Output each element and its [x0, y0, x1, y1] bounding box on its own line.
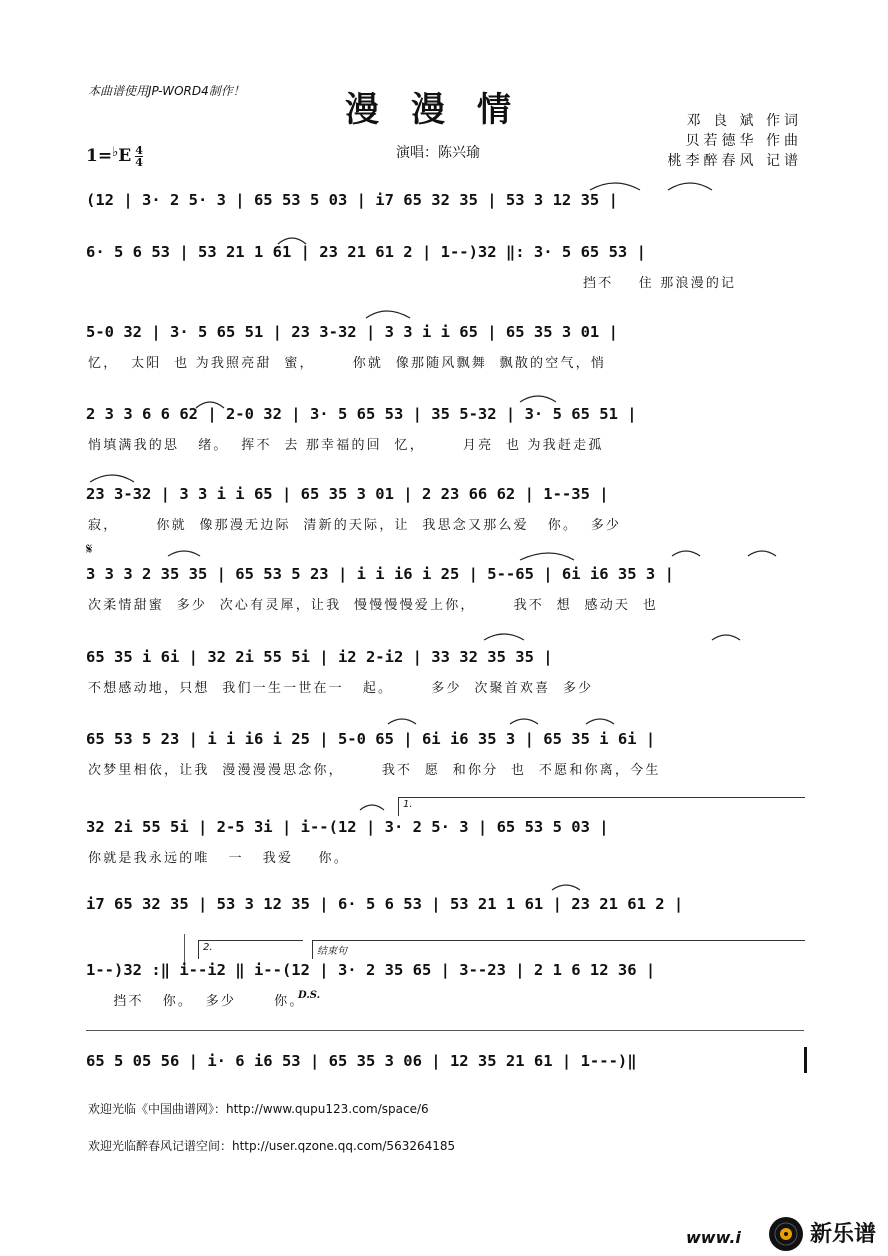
lyric-line-3: 忆， 太阳 也 为我照亮甜 蜜， 你就 像那随风飘舞 飘散的空气，悄: [88, 356, 607, 371]
coda-label: 结束句: [317, 946, 347, 957]
lyric-line-6: 次柔情甜蜜 多少 次心有灵犀，让我 慢慢慢慢爱上你， 我不 想 感动天 也: [88, 598, 658, 613]
time-bottom: 4: [135, 156, 143, 169]
music-line-5: 23 3-32 | 3 3 i i 65 | 65 35 3 01 | 2 23 66 62 | 1--35 |: [86, 485, 609, 503]
lyric-line-8: 次梦里相依，让我 漫漫漫漫思念你， 我不 愿 和你分 也 不愿和你离，今生: [88, 763, 661, 778]
footer-link-2: 欢迎光临醉春风记谱空间：http://user.qzone.qq.com/563264185: [88, 1139, 456, 1153]
lyric-line-11: 挡不 你。 多少 你。: [88, 994, 305, 1009]
watermark-site: www.i: [686, 1228, 741, 1247]
watermark-brand: 新乐谱: [810, 1222, 877, 1247]
key-flat: ♭: [112, 145, 119, 160]
music-line-3: 5-0 32 | 3· 5 65 51 | 23 3-32 | 3 3 i i 65 | 65 35 3 01 |: [86, 323, 618, 341]
footer-link-1: 欢迎光临《中国曲谱网》：http://www.qupu123.com/space/6: [88, 1102, 429, 1116]
second-ending-label: 2.: [203, 942, 213, 953]
music-line-1: (12 | 3· 2 5· 3 | 65 53 5 03 | i7 65 32 35 | 53 3 12 35 |: [86, 191, 618, 209]
music-line-2: 6· 5 6 53 | 53 21 1 61 | 23 21 61 2 | 1--)32 ‖: 3· 5 65 53 |: [86, 243, 646, 261]
first-ending-label: 1.: [403, 799, 413, 810]
music-line-12: 65 5 05 56 | i· 6 i6 53 | 65 35 3 06 | 12 35 21 61 | 1---)‖: [86, 1052, 637, 1070]
software-credit: 本曲谱使用JP-WORD4制作！: [88, 84, 245, 98]
time-top: 4: [135, 144, 143, 157]
lyric-line-4: 悄填满我的思 绪。 挥不 去 那幸福的回 忆， 月亮 也 为我赶走孤: [88, 438, 604, 453]
music-line-11: 1--)32 :‖ i--i2 ‖ i--(12 | 3· 2 35 65 | 3--23 | 2 1 6 12 36 |: [86, 961, 656, 979]
lyric-line-2: 挡不 住 那浪漫的记: [583, 276, 737, 291]
composer-credit: 贝若德华 作曲: [685, 133, 802, 149]
transcriber-credit: 桃李醉春风 记谱: [667, 153, 802, 169]
key-prefix: 1=: [86, 146, 113, 166]
music-line-6: 3 3 3 2 35 35 | 65 53 5 23 | i i i6 i 25 | 5--65 | 6i i6 35 3 |: [86, 565, 674, 583]
song-title: 漫漫情: [345, 90, 543, 130]
lyric-line-9: 你就是我永远的唯 一 我爱 你。: [88, 851, 349, 866]
music-line-8: 65 53 5 23 | i i i6 i 25 | 5-0 65 | 6i i6 35 3 | 65 35 i 6i |: [86, 730, 656, 748]
music-line-7: 65 35 i 6i | 32 2i 55 5i | i2 2-i2 | 33 32 35 35 |: [86, 648, 553, 666]
segno-sign: 𝄋: [86, 540, 93, 558]
music-line-4: 2 3 3 6 6 62 | 2-0 32 | 3· 5 65 53 | 35 5-32 | 3· 5 65 51 |: [86, 405, 637, 423]
dal-segno-marking: D.S.: [298, 990, 321, 1001]
key-note: E: [118, 146, 132, 166]
music-line-10: i7 65 32 35 | 53 3 12 35 | 6· 5 6 53 | 53 21 1 61 | 23 21 61 2 |: [86, 895, 684, 913]
singer-credit: 演唱：陈兴瑜: [396, 145, 480, 161]
lyric-line-5: 寂， 你就 像那漫无边际 清新的天际，让 我思念又那么爱 你。 多少: [88, 518, 622, 533]
lyric-line-7: 不想感动地，只想 我们一生一世在一 起。 多少 次聚首欢喜 多少: [88, 681, 594, 696]
lyricist-credit: 邓 良 斌 作词: [686, 113, 802, 129]
music-line-9: 32 2i 55 5i | 2-5 3i | i--(12 | 3· 2 5· 3 | 65 53 5 03 |: [86, 818, 609, 836]
